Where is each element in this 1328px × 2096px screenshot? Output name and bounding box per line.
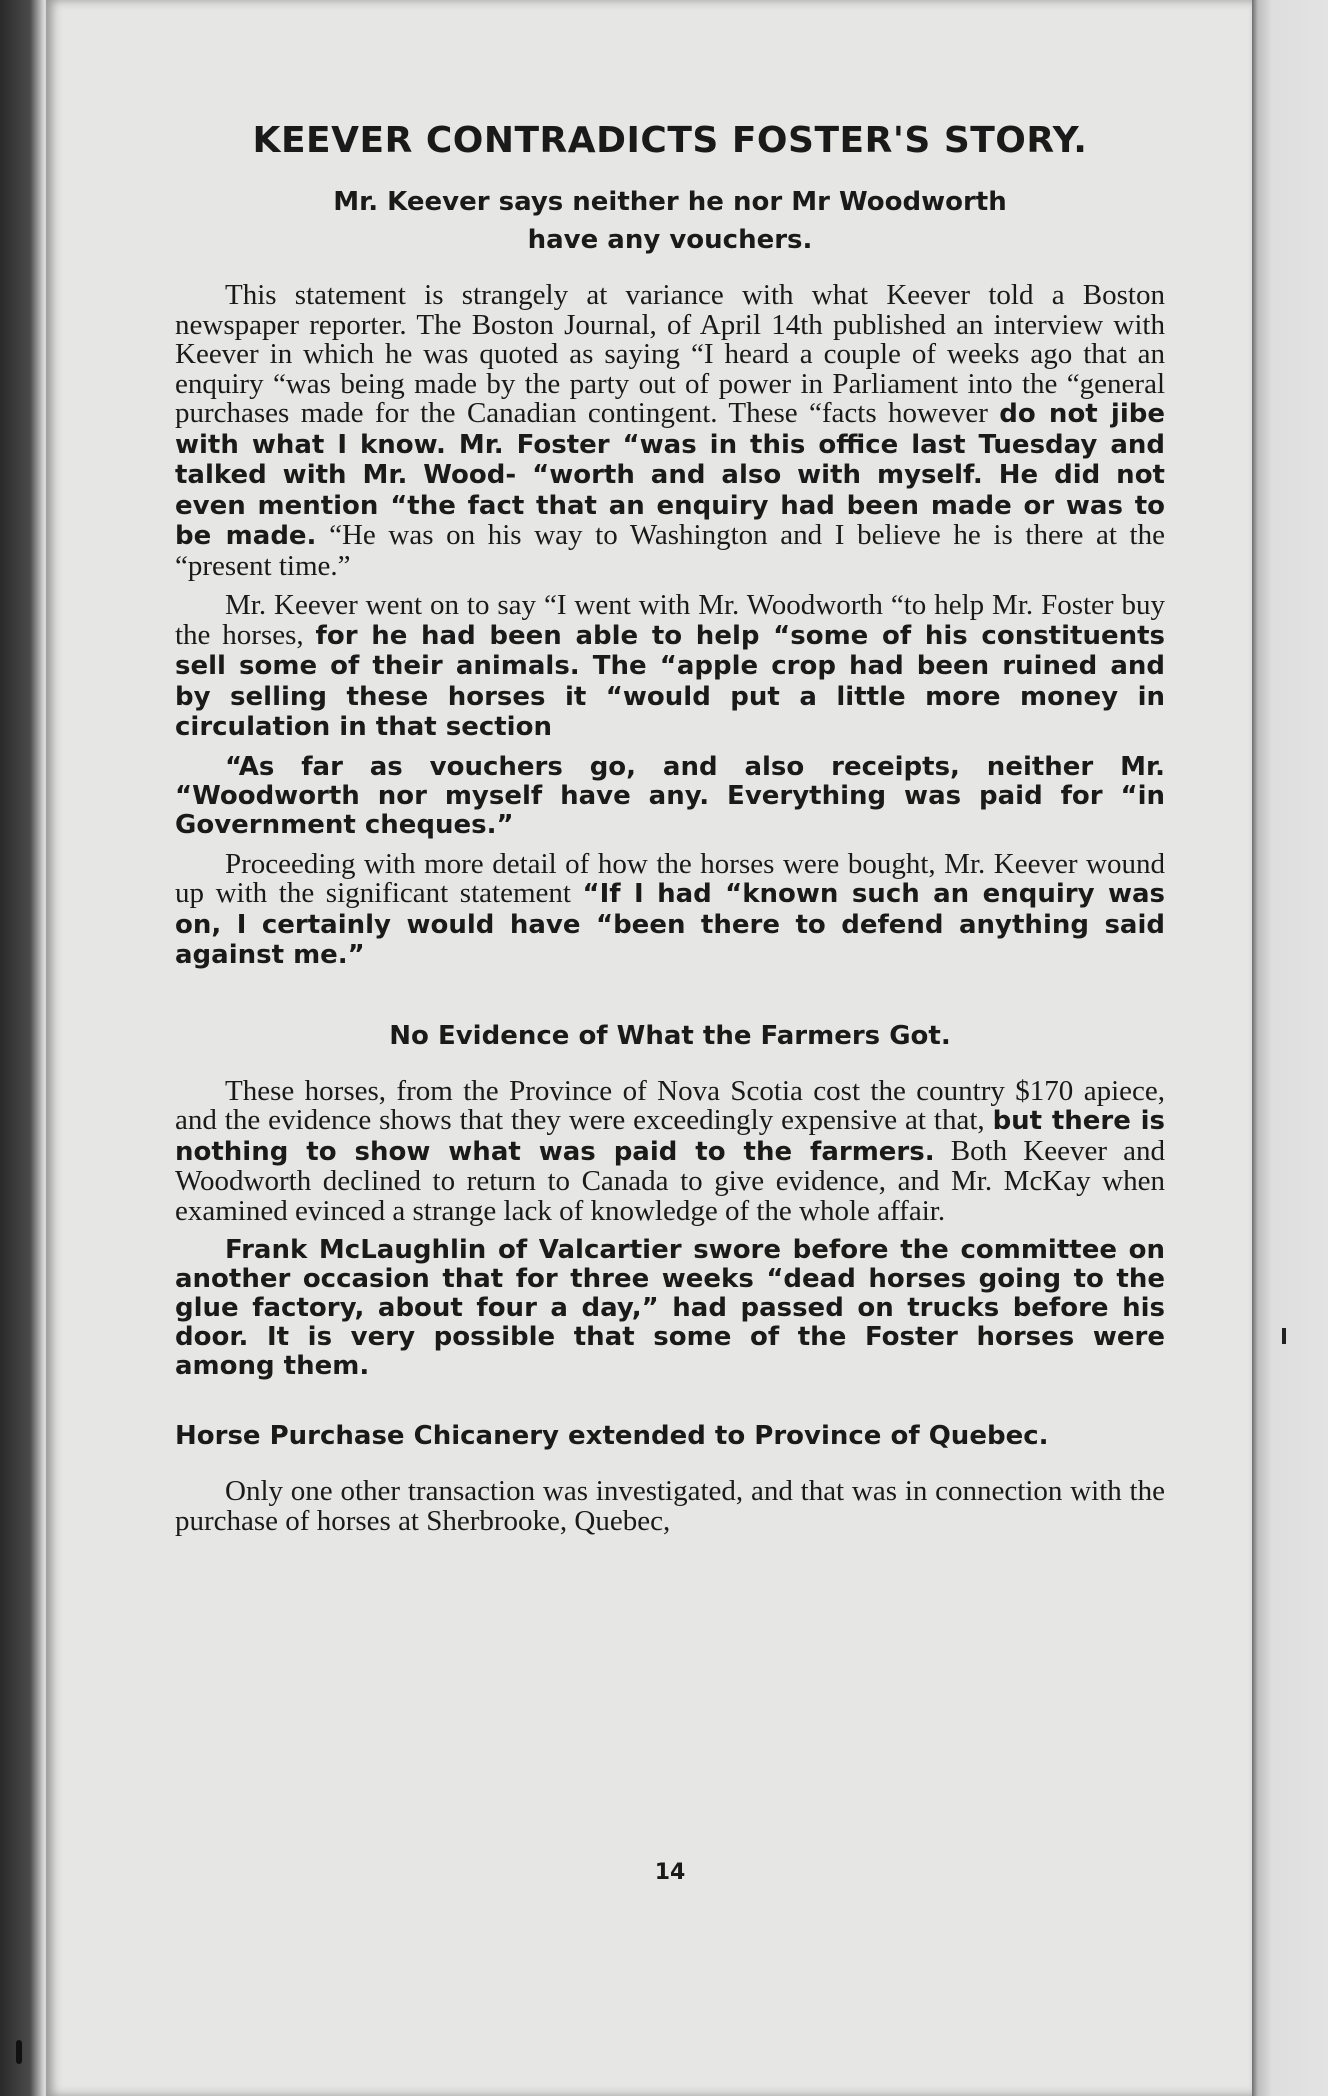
paragraph-5-text-a: These horses, from the Province of Nova Scotia cost the country $170 apiece, and the evidence shows that they were exceedingly expensive at that, bbox=[175, 1074, 1165, 1136]
paragraph-4-bold: “If I had “known such an enquiry was on, I certainly would have “been there to defend anything said against me.” bbox=[175, 879, 1165, 970]
paragraph-1-bold: do not jibe with what I know. Mr. Foster “was in this office last Tuesday and talked with Mr. Wood- “worth and also with myself. He did not even mention “the fact that an enquiry had been made or was to be made. bbox=[175, 399, 1165, 551]
paragraph-2 bbox=[175, 591, 1165, 743]
scan-corner-mark bbox=[16, 2040, 22, 2064]
subheading-line-1: Mr. Keever says neither he nor Mr Woodworth bbox=[333, 187, 1007, 217]
page-edge-mark bbox=[1282, 1328, 1286, 1344]
subheading-line-2: have any vouchers. bbox=[527, 225, 813, 255]
paragraph-6: Frank McLaughlin of Valcartier swore before the committee on another occasion that for three weeks “dead horses going to the glue factory, about four a day,” had passed on trucks before his door. It is very possible that some of the Foster horses were among them. bbox=[175, 1235, 1165, 1381]
paragraph-2-bold: for he had been able to help “some of his constituents sell some of their animals. The “apple crop had been ruined and by selling these horses it “would put a little more money in circulation in that section bbox=[175, 620, 1166, 742]
page-content bbox=[175, 120, 1166, 1885]
page-number: 14 bbox=[654, 1860, 686, 1885]
page-title: KEEVER CONTRADICTS FOSTER'S STORY. bbox=[252, 120, 1088, 161]
paragraph-7: Only one other transaction was investigated, and that was in connection with the purchase of horses at Sherbrooke, Quebec, bbox=[175, 1475, 1165, 1537]
subheading bbox=[175, 183, 1165, 259]
paragraph-3: “As far as vouchers go, and also receipts, neither Mr. “Woodworth nor myself have any. Everything was paid for “in Government cheques.” bbox=[175, 751, 1165, 840]
paragraph-5-bold: but there is nothing to show what was paid to the farmers. bbox=[175, 1106, 1165, 1167]
paragraph-5-text-c: Both Keever and Woodworth declined to return to Canada to give evidence, and Mr. McKay when examined evinced a strange lack of knowledge of the whole affair. bbox=[175, 1134, 1165, 1227]
paragraph-4-text-a: Proceeding with more detail of how the horses were bought, Mr. Keever wound up with the significant statement bbox=[175, 847, 1165, 909]
facing-page-edge bbox=[1252, 0, 1328, 2096]
paragraph-5 bbox=[175, 1074, 1165, 1227]
paragraph-1-text-c: “He was on his way to Washington and I believe he is there at the “present time.” bbox=[175, 519, 1165, 582]
paragraph-1-text-a: This statement is strangely at variance with what Keever told a Boston newspaper reporter. The Boston Journal, of April 14th published an interview with Keever in which he was quoted as saying “I heard a couple of weeks ago that an enquiry “was being made by the party out of power in Parliament into the “general purchases made for the Canadian contingent. These “facts however bbox=[175, 279, 1165, 429]
section-heading-quebec: Horse Purchase Chicanery extended to Province of Quebec. bbox=[175, 1421, 1049, 1451]
section-heading-farmers: No Evidence of What the Farmers Got. bbox=[389, 1020, 951, 1051]
paragraph-4 bbox=[175, 847, 1165, 971]
paragraph-1 bbox=[175, 281, 1165, 581]
paragraph-2-text-a: Mr. Keever went on to say “I went with Mr. Woodworth “to help Mr. Foster buy the horses, bbox=[175, 589, 1165, 651]
